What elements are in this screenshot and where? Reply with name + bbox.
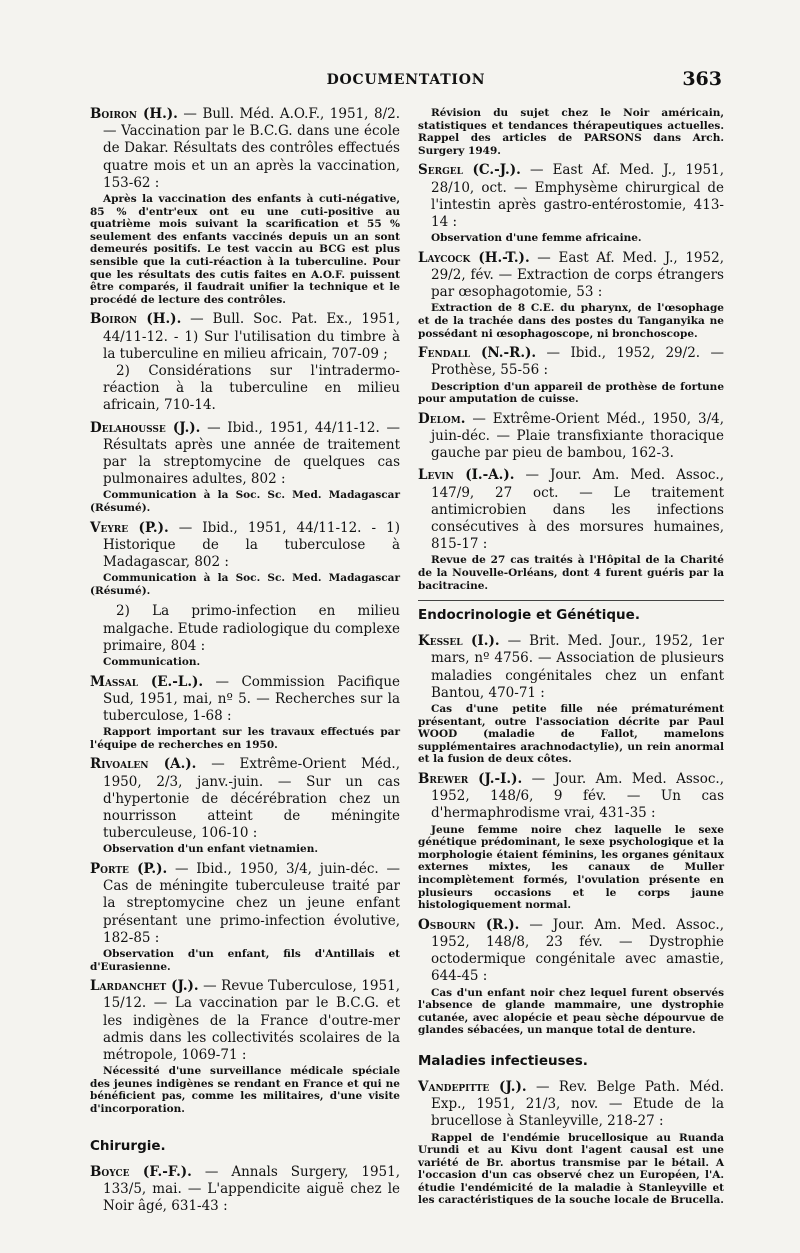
- abstract-note: Rapport important sur les travaux effectués par l'équipe de recherches en 1950.: [90, 726, 400, 751]
- author: Boiron (H.).: [90, 311, 182, 328]
- abstract-note: Après la vaccination des enfants à cuti-négative, 85 % d'entr'eux ont eu une cuti-positive au quatrième mois suivant la scarification et 55 % seulement des enfants vaccinés depuis un an sont demeurés positifs. Le test vaccin au BCG est plus sensible que la cuti-réaction à la tuberculine. Pour que les résultats des cutis faites en A.O.F. puissent être comparés, il faudrait unifier la technique et le procédé de lecture des contrôles.: [90, 193, 400, 306]
- citation-text: — Bull. Méd. A.O.F., 1951, 8/2. — Vaccination par le B.C.G. dans une école de Dakar. Résultats des contrôles effectués quatre mois et un an après la vaccination, 153-62 :: [103, 106, 401, 191]
- citation: [418, 162, 724, 231]
- author: Veyre (P.).: [90, 519, 169, 536]
- author: Rivoalen (A.).: [90, 756, 197, 773]
- section-heading-chirurgie: Chirurgie.: [90, 1137, 166, 1154]
- bibliography-entry: [90, 1164, 400, 1216]
- citation-text: — Jour. Am. Med. Assoc., 1952, 148/6, 9 fév. — Un cas d'hermaphrodisme vrai, 431-35 :: [431, 770, 724, 822]
- bibliography-entry: [418, 411, 724, 463]
- bibliography-entry: [90, 106, 400, 306]
- author: Boyce (F.-F.).: [90, 1163, 192, 1180]
- citation: [418, 1079, 724, 1131]
- bibliography-entry: [418, 467, 724, 592]
- citation-text: — Brit. Med. Jour., 1952, 1er mars, nº 4756. — Association de plusieurs maladies congénitales chez un enfant Bantou, 470-71 :: [431, 633, 724, 701]
- citation: [90, 106, 400, 192]
- bibliography-entry: [418, 107, 724, 157]
- citation: [90, 861, 400, 947]
- author: Levin (I.-A.).: [418, 467, 515, 484]
- citation: [90, 756, 400, 842]
- author: Fendall (N.-R.).: [418, 345, 537, 362]
- citation-text: — East Af. Med. J., 1952, 29/2, fév. — Extraction de corps étrangers par œsophagotomie, 53 :: [431, 249, 724, 301]
- citation: [418, 345, 724, 379]
- abstract-note: Description d'un appareil de prothèse de fortune pour amputation de cuisse.: [418, 380, 724, 406]
- citation: [90, 1164, 400, 1216]
- bibliography-entry: [418, 345, 724, 406]
- author: Porte (P.).: [90, 860, 168, 877]
- author: Brewer (J.-I.).: [418, 770, 523, 787]
- citation-text: — Bull. Soc. Pat. Ex., 1951, 44/11-12. - 1) Sur l'utilisation du timbre à la tuberculine en milieu africain, 707-09 ;: [103, 311, 400, 362]
- bibliography-entry: [90, 756, 400, 856]
- author: Delom.: [418, 410, 466, 427]
- citation: [418, 771, 724, 823]
- right-column: [418, 106, 724, 1212]
- bibliography-entry: [418, 162, 724, 244]
- abstract-note: Communication à la Soc. Sc. Med. Madagascar (Résumé).: [90, 489, 400, 514]
- sub-citation: 2) Considérations sur l'intradermo-réaction à la tuberculine en milieu africain, 710-14.: [103, 362, 400, 414]
- citation-text: — Extrême-Orient Méd., 1950, 2/3, janv.-juin. — Sur un cas d'hypertonie de décérébration chez un nourrisson atteint de méningite tuberculeuse, 106-10 :: [103, 756, 401, 842]
- citation: [90, 520, 400, 572]
- citation: [418, 633, 724, 702]
- author: Kessel (I.).: [418, 633, 500, 650]
- citation-text: — Ibid., 1952, 29/2. — Prothèse, 55-56 :: [431, 345, 724, 379]
- citation-text: — Extrême-Orient Méd., 1950, 3/4, juin-déc. — Plaie transfixiante thoracique gauche par pieu de bambou, 162-3.: [431, 410, 724, 462]
- bibliography-entry: [90, 520, 400, 669]
- author: Lardanchet (J.).: [90, 978, 199, 995]
- left-column: [90, 106, 400, 1220]
- bibliography-entry: [418, 1079, 724, 1207]
- bibliography-entry: [418, 917, 724, 1037]
- abstract-note: Cas d'un enfant noir chez lequel furent observés l'absence de glande mammaire, une dystrophie cutanée, avec alopécie et peau sèche dépourvue de glandes sébacées, un manque total de denture.: [418, 986, 724, 1037]
- citation: [418, 917, 724, 986]
- citation-text: — Revue Tuberculose, 1951, 15/12. — La vaccination par le B.C.G. et les indigènes de la France d'outre-mer admis dans les collectivités scolaires de la métropole, 1069-71 :: [103, 978, 400, 1063]
- author: Osbourn (R.).: [418, 916, 520, 933]
- section-divider: [418, 600, 724, 601]
- abstract-note: Revue de 27 cas traités à l'Hôpital de la Charité de la Nouvelle-Orléans, dont 4 furent guéris par la bacitracine.: [418, 554, 724, 592]
- abstract-note: Observation d'un enfant, fils d'Antillais et d'Eurasienne.: [90, 948, 400, 973]
- citation-text: — Jour. Am. Med. Assoc., 147/9, 27 oct. — Le traitement antimicrobien dans les infections consécutives à des morsures humaines, 815-17 :: [431, 467, 724, 553]
- citation: [90, 978, 400, 1064]
- author: Boiron (H.).: [90, 106, 178, 122]
- bibliography-entry: [90, 311, 400, 414]
- abstract-note: Jeune femme noire chez laquelle le sexe génétique prédominant, le sexe psychologique et la morphologie étaient féminins, les organes génitaux externes mixtes, les canaux de Muller incomplètement formés, l'ovulation présente en plusieurs occasions et le corps jaune histologiquement normal.: [418, 823, 724, 912]
- abstract-note: Extraction de 8 C.E. du pharynx, de l'œsophage et de la trachée dans des postes du Tanganyika ne possédant ni œsophagoscope, ni bronchoscope.: [418, 302, 724, 340]
- abstract-note: Observation d'un enfant vietnamien.: [103, 843, 319, 856]
- bibliography-entry: [90, 978, 400, 1115]
- section-heading-endocrinologie: Endocrinologie et Génétique.: [418, 607, 640, 624]
- citation-text: — East Af. Med. J., 1951, 28/10, oct. — Emphysème chirurgical de l'intestin après gastro-entérostomie, 413-14 :: [431, 162, 724, 230]
- citation-text: — Rev. Belge Path. Méd. Exp., 1951, 21/3, nov. — Etude de la brucellose à Stanleyville, 218-27 :: [431, 1078, 725, 1130]
- author: Laycock (H.-T.).: [418, 249, 530, 266]
- citation: [418, 411, 724, 463]
- abstract-note: Nécessité d'une surveillance médicale spéciale des jeunes indigènes se rendant en France et qui ne bénéficient pas, comme les militaires, d'une visite d'incorporation.: [90, 1065, 400, 1115]
- bibliography-entry: [418, 250, 724, 340]
- citation: [90, 674, 400, 726]
- citation-text: — Ibid., 1951, 44/11-12. - 1) Historique de la tuberculose à Madagascar, 802 :: [103, 519, 401, 570]
- citation-text: — Commission Pacifique Sud, 1951, mai, nº 5. — Recherches sur la tuberculose, 1-68 :: [103, 673, 401, 724]
- citation-text: — Ibid., 1951, 44/11-12. — Résultats après une année de traitement par la streptomycine de quelques cas pulmonaires adultes, 802 :: [103, 419, 400, 488]
- author: Vandepitte (J.).: [418, 1078, 527, 1095]
- bibliography-entry: [418, 771, 724, 912]
- abstract-note: Cas d'une petite fille née prématurément présentant, outre l'association décrite par Paul WOOD (maladie de Fallot, mamelons supplémentaires arachnodactylie), un rein anormal et la fusion de deux côtes.: [418, 702, 724, 766]
- abstract-note: Rappel de l'endémie brucellosique au Ruanda Urundi et au Kivu dont l'agent causal est une variété de Br. abortus transmise par le bétail. A l'occasion d'un cas observé chez un Européen, l'A. étudie l'endémicité de la maladie à Stanleyville et les caractéristiques de la souche locale de Brucella.: [418, 1131, 724, 1207]
- abstract-note: Révision du sujet chez le Noir américain, statistiques et tendances thérapeutiques actuelles. Rappel des articles de PARSONS dans Arch. Surgery 1949.: [418, 107, 724, 157]
- citation: [418, 250, 724, 302]
- abstract-note: Communication.: [103, 655, 201, 668]
- bibliography-entry: [90, 674, 400, 752]
- author: Massal (E.-L.).: [90, 673, 204, 690]
- citation: [90, 420, 400, 489]
- citation-text: — Annals Surgery, 1951, 133/5, mai. — L'appendicite aiguë chez le Noir âgé, 631-43 :: [103, 1163, 401, 1214]
- running-head-title: DOCUMENTATION: [326, 72, 486, 88]
- bibliography-entry: [90, 420, 400, 515]
- page-number: 363: [682, 68, 722, 90]
- citation: [90, 311, 400, 363]
- citation-text: — Jour. Am. Med. Assoc., 1952, 148/8, 23 fév. — Dystrophie octodermique congénitale avec amastie, 644-45 :: [431, 916, 724, 985]
- running-head: [90, 68, 722, 94]
- section-heading-maladies-infectieuses: Maladies infectieuses.: [418, 1052, 588, 1069]
- author: Delahousse (J.).: [90, 419, 201, 436]
- bibliography-entry: [418, 633, 724, 766]
- abstract-note: Communication à la Soc. Sc. Med. Madagascar (Résumé).: [90, 572, 400, 597]
- bibliography-entry: [90, 861, 400, 973]
- sub-citation: 2) La primo-infection en milieu malgache. Etude radiologique du complexe primaire, 804 :: [103, 603, 400, 654]
- citation: [418, 467, 724, 553]
- author: Sergel (C.-J.).: [418, 162, 521, 179]
- citation-text: — Ibid., 1950, 3/4, juin-déc. — Cas de méningite tuberculeuse traité par la streptomycine chez un jeune enfant présentant une primo-infection évolutive, 182-85 :: [103, 860, 400, 946]
- abstract-note: Observation d'une femme africaine.: [431, 232, 642, 245]
